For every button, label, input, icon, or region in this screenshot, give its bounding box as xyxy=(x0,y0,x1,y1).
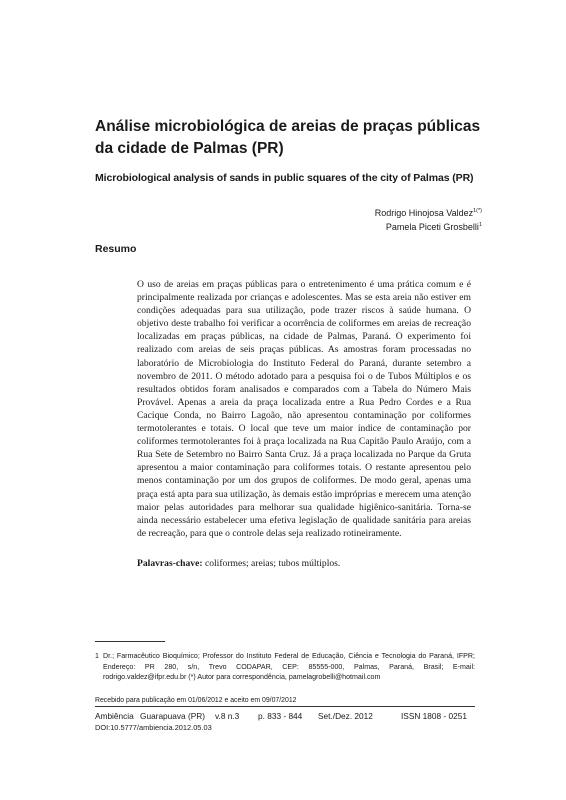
author-2 xyxy=(375,220,482,234)
footer-divider xyxy=(95,706,475,707)
author-1 xyxy=(375,206,482,220)
footnote-number: 1 xyxy=(95,652,99,660)
received-note: Recebido para publicação em 01/06/2012 e aceito em 09/07/2012 xyxy=(95,697,297,704)
keywords-list: coliformes; areias; tubos múltiplos. xyxy=(202,558,341,569)
footnote xyxy=(95,651,475,683)
author-name: Rodrigo Hinojosa Valdez xyxy=(374,208,474,218)
author-name: Pamela Piceti Grosbelli xyxy=(385,222,479,232)
journal-volume: v.8 n.3 xyxy=(215,711,240,721)
author-list xyxy=(375,206,482,234)
footnote-text: Dr.; Farmacêutico Bioquímico; Professor do Instituto Federal de Educação, Ciência e Tecnologia do Paraná, IFPR; Endereço: PR 280, s/n, Trevo CODAPAR, CEP: 85555-000, Palmas, Paraná, Brasil; E-mail: rodrigo.valdez@ifpr.edu.br (*) Autor para correspondência, pamelagrobelli@hotmail.com xyxy=(103,652,475,681)
abstract-heading: Resumo xyxy=(95,243,137,255)
keywords xyxy=(137,557,471,570)
doi[interactable]: DOI:10.5777/ambiencia.2012.05.03 xyxy=(95,723,212,732)
journal-date: Set./Dez. 2012 xyxy=(318,711,373,721)
author-affiliation-mark: 1 xyxy=(478,222,482,228)
keywords-label: Palavras-chave: xyxy=(137,558,203,569)
abstract-body: O uso de areias em praças públicas para o entretenimento é uma prática comum e é principalmente realizada por crianças e adolescentes. Mas se esta areia não estiver em condições adequadas para sua utilização, pode trazer riscos à saúde humana. O objetivo deste trabalho foi verificar a ocorrência de coliformes em areias de recreação localizadas em praças públicas, na cidade de Palmas, Paraná. O experimento foi realizado com areias de seis praças públicas. As amostras foram processadas no laboratório de Microbiologia do Instituto Federal do Paraná, durante setembro a novembro de 2011. O método adotado para a pesquisa foi o de Tubos Múltiplos e os resultados obtidos foram analisados e comparados com a Tabela do Número Mais Provável. Apenas a areia da praça localizada entre a Rua Pedro Cordes e a Rua Cacique Conda, no Bairro Lagoão, não apresentou contaminação por coliformes termotolerantes e totais. O local que teve um maior índice de contaminação por coliformes termotolerantes foi à praça localizada na Rua Capitão Paulo Araújo, com a Rua Sete de Setembro no Bairro Santa Cruz. Já a praça localizada no Parque da Gruta apresentou a maior contaminação para coliformes totais. O restante apresentou pelo menos contaminação por um dos grupos de coliformes. De modo geral, apenas uma praça está apta para sua utilização, às demais estão impróprias e merecem uma atenção maior pelas autoridades para melhorar sua qualidade higiênico-sanitária. Torna-se ainda necessário estabelecer uma efetiva legislação de qualidade sanitária para areias de recreação, para que o controle delas seja realizado rotineiramente. xyxy=(137,279,471,539)
author-affiliation-mark: 1(*) xyxy=(473,208,482,214)
journal-issn: ISSN 1808 - 0251 xyxy=(401,711,467,721)
footnote-divider xyxy=(95,641,165,642)
english-title: Microbiological analysis of sands in public squares of the city of Palmas (PR) xyxy=(95,172,474,184)
paper-title: Análise microbiológica de areias de praças públicas da cidade de Palmas (PR) xyxy=(95,118,481,157)
journal-location: Guarapuava (PR) xyxy=(140,711,206,721)
journal-name: Ambiência xyxy=(95,711,134,721)
journal-pages: p. 833 - 844 xyxy=(258,711,303,721)
